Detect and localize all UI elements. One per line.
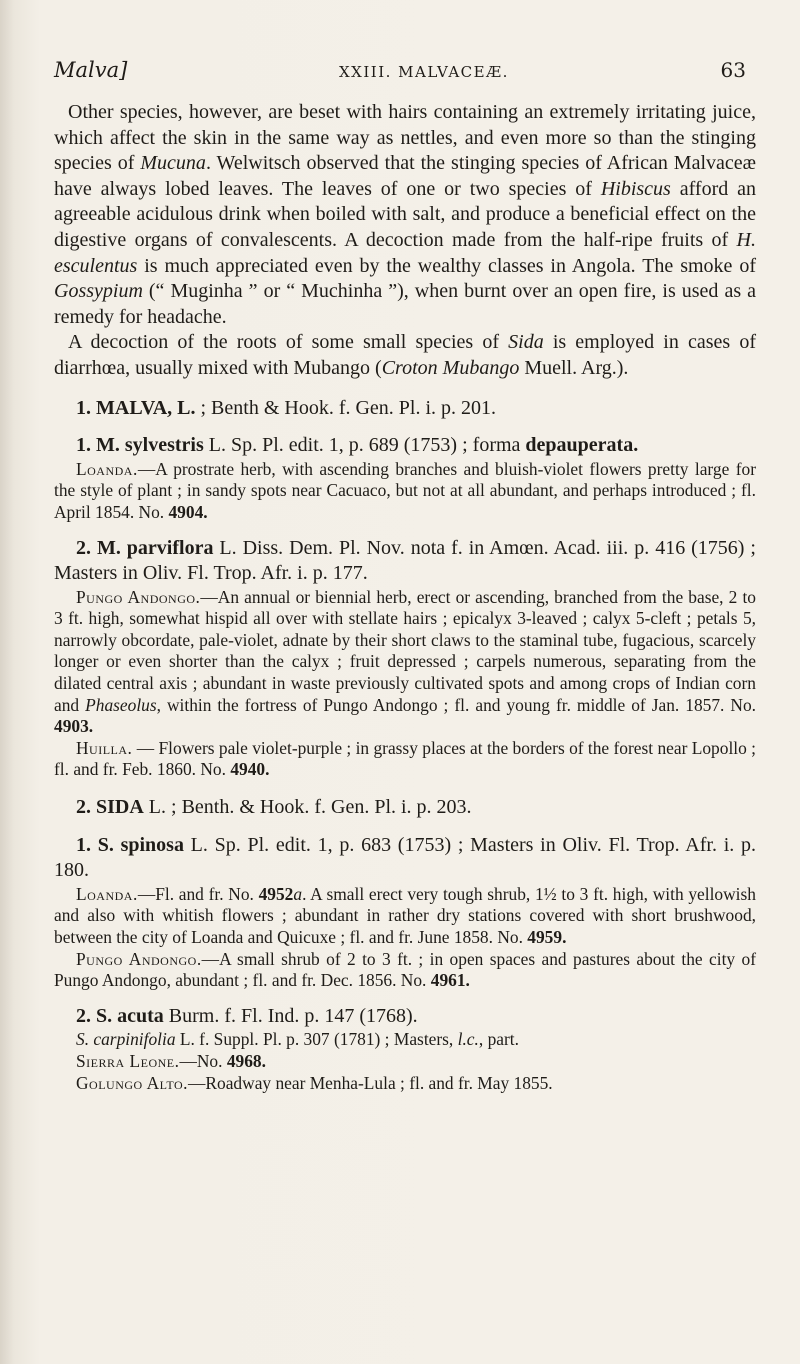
text-run: Other species, however, are beset with hairs containing an extremely irritating juice, which affect the skin in the same way as nettles, and even more so than the stinging species of (54, 101, 756, 175)
bold-run: depauperata. (525, 434, 639, 457)
small-caps-run: Huilla. (76, 737, 133, 758)
bold-run: 4959. (527, 927, 567, 947)
text-run: afford an agreeable acidulous drink when boiled with salt, and produce a beneficial effect on the digestive organs of convalescents. A decoction made from the half-ripe fruits of (54, 177, 757, 251)
article-body (54, 100, 756, 1094)
text-run: —A prostrate herb, with ascending branches and bluish-violet flowers pretty large for the style of plant ; in sandy spots near Cacuaco, but not at all abundant, and perhaps introduced ; fl. April 1854. No. (54, 458, 756, 522)
text-run: L. Sp. Pl. edit. 1, p. 683 (1753) ; Masters in Oliv. Fl. Trop. Afr. i. p. 180. (54, 833, 756, 882)
bold-run: 4904. (168, 501, 208, 522)
text-run: —Fl. and fr. No. (137, 883, 259, 904)
bold-run: 2. SIDA (76, 796, 144, 819)
text-run: L. Sp. Pl. edit. 1, p. 689 (1753) ; forma (203, 434, 526, 457)
locality-paragraph (54, 884, 756, 949)
intro-paragraph (54, 100, 756, 330)
text-run: L. Diss. Dem. Pl. Nov. nota f. in Amœn. Acad. iii. p. 416 (1756) ; Masters in Oliv. Fl. Trop. Afr. i. p. 177. (54, 536, 756, 585)
italic-run: H. esculentus (54, 228, 756, 277)
text-run: —A small shrub of 2 to 3 ft. ; in open spaces and pastures about the city of Pungo Andongo, abundant ; fl. and fr. Dec. 1856. No. (54, 948, 756, 991)
text-run: —Roadway near Menha-Lula ; fl. and fr. May 1855. (188, 1072, 553, 1093)
text-run: is employed in cases of diarrhœa, usually mixed with Mubango ( (54, 331, 756, 379)
text-run: ; Benth & Hook. f. Gen. Pl. i. p. 201. (195, 396, 497, 419)
text-run: —No. (179, 1050, 227, 1071)
bold-run: 4952 (258, 883, 294, 904)
bold-run: 2. M. parviflora (76, 536, 214, 559)
italic-run: Gossypium (54, 280, 143, 303)
text-run: (“ Muginha ” or “ Muchinha ”), when burnt over an open fire, is used as a remedy for headache. (54, 280, 756, 328)
small-caps-run: Loanda. (76, 883, 138, 904)
species-heading (54, 1004, 756, 1030)
text-run: — Flowers pale violet-purple ; in grassy places at the borders of the forest near Lopollo ; fl. and fr. Feb. 1860. No. (54, 737, 756, 780)
text-run: , within the fortress of Pungo Andongo ; fl. and young fr. middle of Jan. 1857. No. (156, 694, 756, 715)
italic-run: S. carpinifolia (76, 1029, 176, 1050)
locality-paragraph (54, 738, 756, 781)
bold-run: 2. S. acuta (76, 1004, 164, 1027)
text-run: is much appreciated even by the wealthy classes in Angola. The smoke of (137, 254, 756, 277)
italic-run: a (293, 883, 303, 904)
intro-paragraph (54, 330, 756, 381)
bold-run: 4940. (230, 759, 270, 780)
italic-run: Sida (508, 331, 544, 354)
text-run: . A small erect very tough shrub, 1½ to 3 ft. high, with yellowish and also with whitish flowers ; abundant in rather dry stations covered with short brushwood, between the city of Loanda and Quicuxe ; fl. and fr. June 1858. No. (54, 883, 756, 947)
locality-paragraph (54, 1051, 756, 1073)
text-run: —An annual or biennial herb, erect or ascending, branched from the base, 2 to 3 ft. high, somewhat hispid all over with stellate hairs ; epicalyx 3-leaved ; calyx 5-cleft ; petals 5, narrowly obcordate, pale-violet, adnate by their short claws to the staminal tube, fugacious, scarcely longer or even shorter than the calyx ; fruit depressed ; carpels numerous, separating from the dilated central axis ; abundant in waste previously cultivated spots and among crops of Indian corn and (54, 586, 756, 715)
small-caps-run: Pungo Andongo. (76, 586, 201, 607)
bold-run: 1. M. sylvestris (76, 434, 204, 457)
running-head (54, 58, 756, 82)
text-run: , part. (478, 1029, 519, 1050)
bold-run: 4961. (430, 970, 470, 991)
text-run: L. f. Suppl. Pl. p. 307 (1781) ; Masters, (175, 1029, 458, 1050)
synonym-line (54, 1029, 756, 1051)
bold-run: 4903. (54, 716, 94, 737)
species-heading (54, 433, 756, 459)
italic-run: l.c. (457, 1029, 479, 1050)
bold-run: 1. S. spinosa (76, 833, 184, 856)
genus-heading (54, 396, 756, 422)
locality-paragraph (54, 587, 756, 738)
italic-run: Hibiscus (600, 177, 671, 200)
text-run: L. ; Benth. & Hook. f. Gen. Pl. i. p. 203. (143, 796, 472, 819)
small-caps-run: Sierra Leone. (76, 1050, 180, 1071)
bold-run: 1. MALVA, L. (76, 396, 196, 419)
italic-run: Croton Mubango (381, 356, 520, 379)
locality-paragraph (54, 949, 756, 992)
text-run: Burm. f. Fl. Ind. p. 147 (1768). (163, 1004, 418, 1027)
bold-run: 4968. (226, 1050, 266, 1071)
text-run: . Welwitsch observed that the stinging species of African Malvaceæ have always lobed leaves. The leaves of one or two species of (54, 152, 756, 200)
page-number: 63 (720, 58, 746, 82)
genus-heading (54, 795, 756, 821)
running-head-family: XXIII. MALVACEÆ. (338, 63, 509, 81)
text-run: Muell. Arg.). (519, 356, 629, 379)
text-run: A decoction of the roots of some small species of (68, 331, 509, 354)
italic-run: Mucuna (140, 152, 206, 175)
small-caps-run: Loanda. (76, 458, 138, 479)
running-head-genus: Malva] (54, 58, 128, 82)
italic-run: Phaseolus (85, 694, 157, 715)
species-heading (54, 536, 756, 587)
small-caps-run: Pungo Andongo. (76, 948, 202, 969)
small-caps-run: Golungo Alto. (76, 1072, 189, 1093)
locality-paragraph (54, 459, 756, 524)
locality-paragraph (54, 1073, 756, 1095)
species-heading (54, 833, 756, 884)
